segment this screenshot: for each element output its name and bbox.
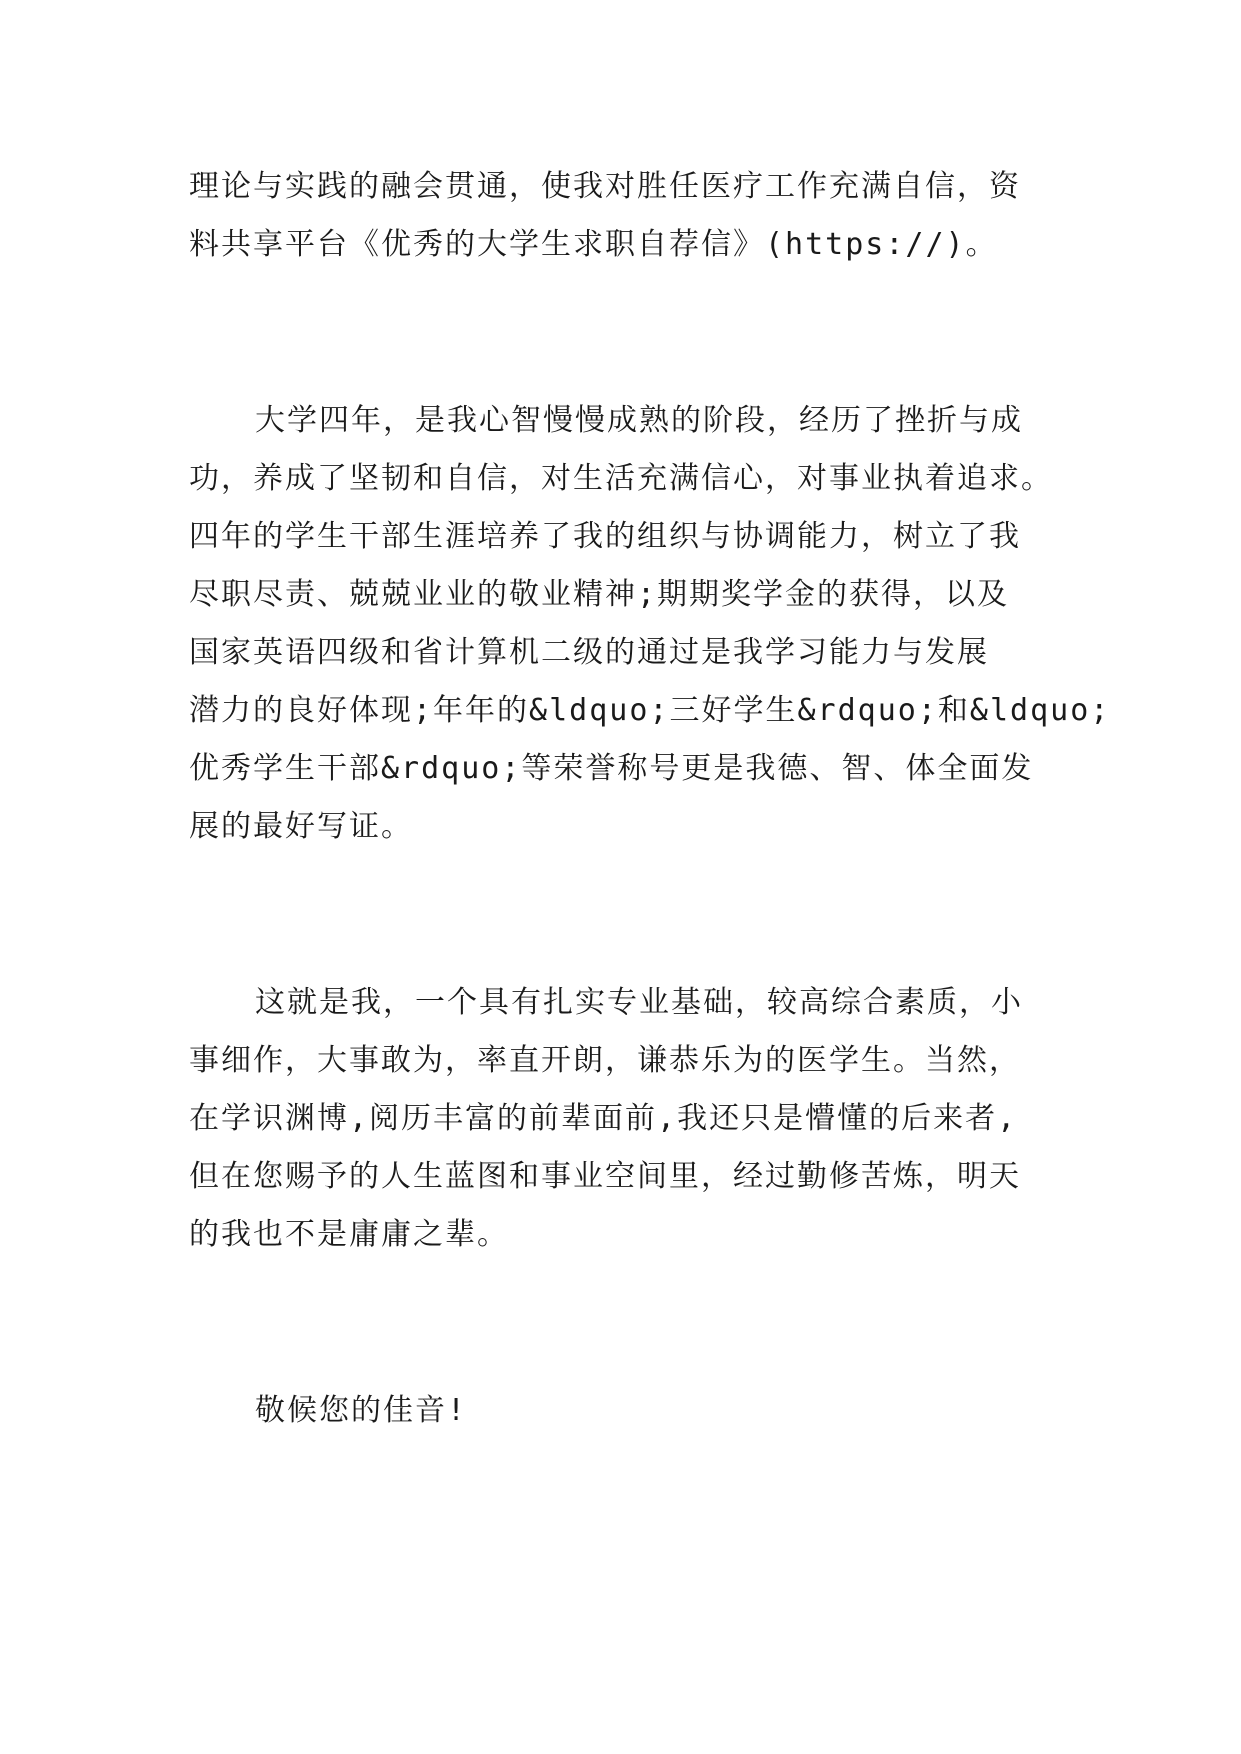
text-line: 功，养成了坚韧和自信，对生活充满信心，对事业执着追求。 [189,461,1053,496]
text-line: 尽职尽责、兢兢业业的敬业精神;期期奖学金的获得，以及 [189,577,1010,612]
text-line: 大学四年，是我心智慢慢成熟的阶段，经历了挫折与成 [255,403,1023,438]
closing-line: 敬候您的佳音! [255,1393,468,1428]
text-line: 的我也不是庸庸之辈。 [189,1217,509,1252]
text-line: 优秀学生干部&rdquo;等荣誉称号更是我德、智、体全面发 [189,751,1034,786]
text-line: 展的最好写证。 [189,809,413,844]
text-line: 潜力的良好体现;年年的&ldquo;三好学生&rdquo;和&ldquo; [189,693,1111,728]
text-line: 理论与实践的融会贯通，使我对胜任医疗工作充满自信，资 [189,169,1021,204]
text-line: 事细作，大事敢为，率直开朗，谦恭乐为的医学生。当然， [189,1043,1021,1078]
paragraph-closing [189,1382,1069,1440]
text-line: 料共享平台《优秀的大学生求职自荐信》(https://)。 [189,227,998,262]
paragraph-self-description [189,974,1069,1264]
text-line: 在学识渊博,阅历丰富的前辈面前,我还只是懵懂的后来者, [189,1101,1018,1136]
text-line: 国家英语四级和省计算机二级的通过是我学习能力与发展 [189,635,989,670]
text-line: 但在您赐予的人生蓝图和事业空间里，经过勤修苦炼，明天 [189,1159,1021,1194]
paragraph-university-years [189,392,1111,856]
text-line: 四年的学生干部生涯培养了我的组织与协调能力，树立了我 [189,519,1021,554]
text-line: 这就是我，一个具有扎实专业基础，较高综合素质，小 [255,985,1023,1020]
paragraph-theory-practice [189,158,1069,274]
